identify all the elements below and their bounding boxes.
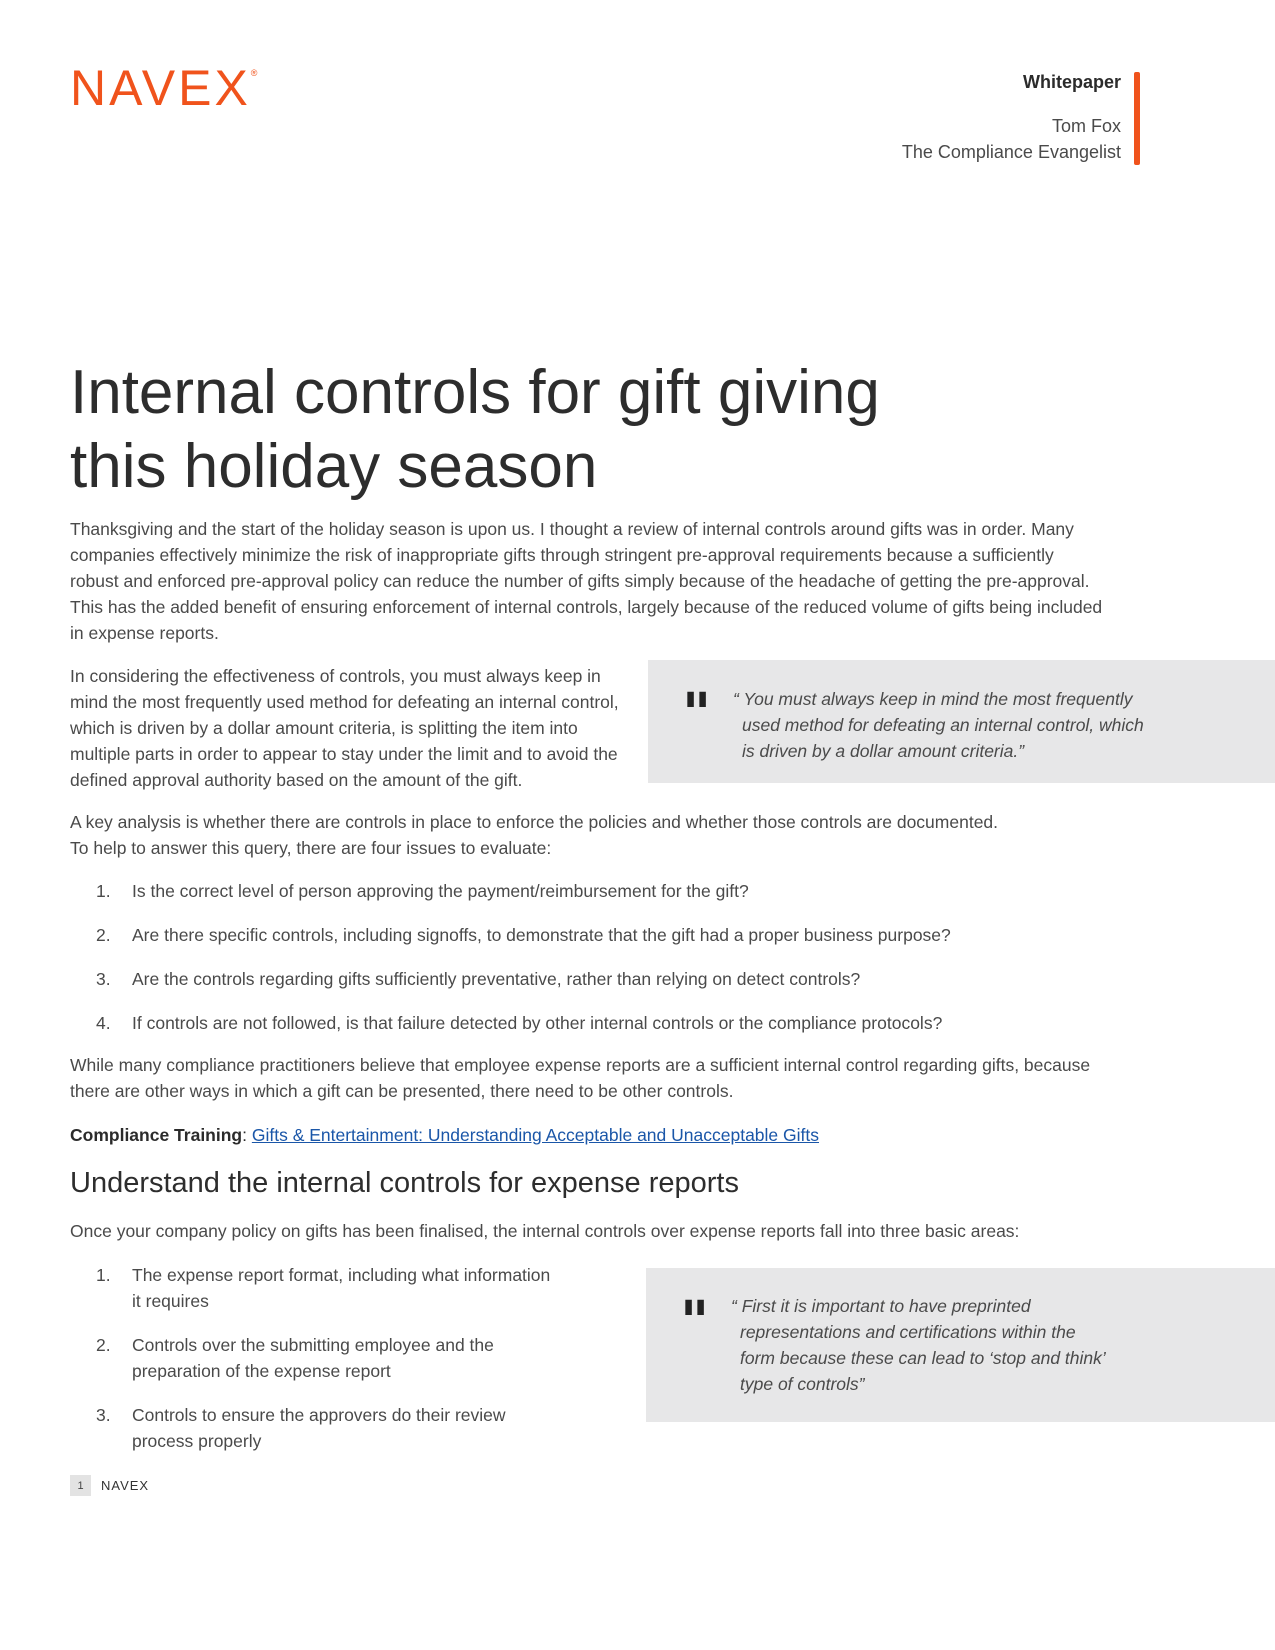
pull-quote-2-text: “ First it is important to have preprinted representations and certifications within the form because these can lead to ‘stop and think’ type of controls”: [731, 1296, 1106, 1394]
quote-mark-icon: ": [682, 681, 712, 747]
author-name: Tom Fox: [1051, 116, 1121, 136]
areas-intro-paragraph: Once your company policy on gifts has been finalised, the internal controls over expense reports fall into three basic areas:: [70, 1221, 1020, 1241]
training-link[interactable]: Gifts & Entertainment: Understanding Acceptable and Unacceptable Gifts: [251, 1125, 819, 1145]
section-heading: Understand the internal controls for expense reports: [70, 1167, 739, 1199]
compliance-training-line: Compliance Training: Gifts & Entertainment: Understanding Acceptable and Unacceptable Gifts: [70, 1125, 819, 1145]
controls-paragraph: In considering the effectiveness of controls, you must always keep in mind the most frequently used method for defeating an internal control, which is driven by a dollar amount criteria, is splitting the item into multiple parts in order to appear to stay under the limit and to avoid the defined approval authority based on the amount of the gift.: [70, 666, 619, 790]
quote-mark-icon: ": [680, 1289, 710, 1355]
navex-logo: NAVEX®: [70, 60, 258, 116]
analysis-paragraph: A key analysis is whether there are controls in place to enforce the policies and whether those controls are documented. To help to answer this query, there are four issues to evaluate:: [70, 812, 999, 858]
expense-paragraph: While many compliance practitioners believe that employee expense reports are a sufficient internal control regarding gifts, because there are other ways in which a gift can be presented, there need to be other controls.: [70, 1055, 1091, 1101]
accent-bar: [1134, 72, 1140, 165]
training-label: Compliance Training: [70, 1125, 243, 1145]
intro-paragraph: Thanksgiving and the start of the holiday season is upon us. I thought a review of internal controls around gifts was in order. Many companies effectively minimize the risk of inappropriate gifts through stringent pre-approval requirements because a sufficiently robust and enforced pre-approval policy can reduce the number of gifts simply because of the headache of getting the pre-approval. This has the added benefit of ensuring enforcement of internal controls, largely because of the reduced volume of gifts being included in expense reports.: [70, 519, 1103, 643]
page-number: 1: [70, 1475, 91, 1496]
pull-quote-1: [648, 660, 1275, 783]
page-title: Internal controls for gift giving this holiday season: [70, 358, 880, 501]
document-meta: [902, 72, 1121, 165]
footer-brand: NAVEX: [101, 1478, 150, 1493]
pull-quote-1-text: “ You must always keep in mind the most frequently used method for defeating an internal control, which is driven by a dollar amount criteria.”: [733, 689, 1144, 761]
author-title: The Compliance Evangelist: [901, 142, 1121, 162]
doc-type-label: Whitepaper: [1022, 72, 1121, 92]
pull-quote-2: [646, 1268, 1275, 1422]
page-footer: [70, 1475, 149, 1496]
